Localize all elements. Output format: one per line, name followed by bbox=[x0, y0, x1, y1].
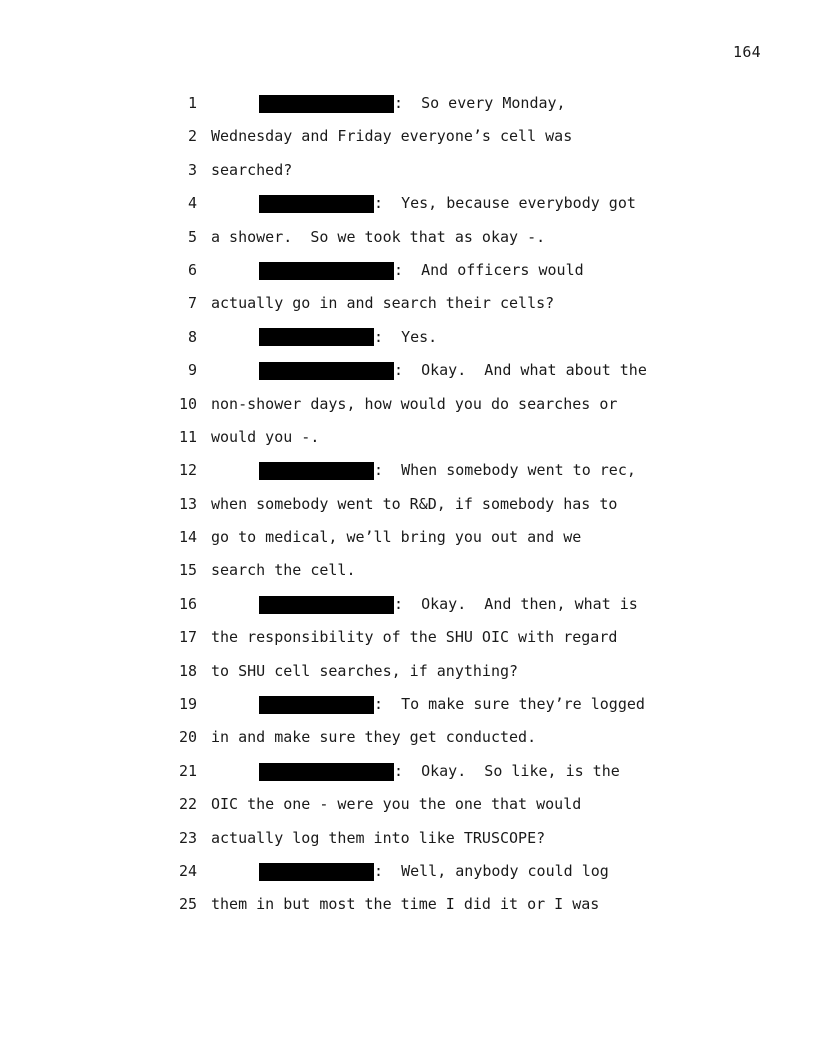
line-content bbox=[259, 855, 609, 888]
transcript-line bbox=[0, 788, 816, 821]
line-number: 3 bbox=[187, 160, 197, 179]
line-content bbox=[211, 154, 292, 187]
transcript-line bbox=[0, 254, 816, 287]
line-content bbox=[259, 588, 638, 621]
transcript-line bbox=[0, 221, 816, 254]
transcript-line bbox=[0, 87, 816, 120]
line-number: 8 bbox=[187, 327, 197, 346]
speaker-statement: : Yes, because everybody got bbox=[374, 194, 636, 213]
line-content bbox=[259, 354, 647, 387]
redacted-speaker-name bbox=[259, 195, 374, 213]
transcript-line bbox=[0, 120, 816, 153]
redacted-speaker-name bbox=[259, 696, 374, 714]
speaker-statement: : And officers would bbox=[394, 260, 584, 279]
transcript-line bbox=[0, 321, 816, 354]
continuation-text: go to medical, we’ll bring you out and we bbox=[211, 528, 582, 547]
transcript-line bbox=[0, 187, 816, 220]
page-number: 164 bbox=[733, 43, 761, 61]
continuation-text: searched? bbox=[211, 160, 293, 179]
line-content bbox=[211, 521, 581, 554]
transcript-line bbox=[0, 755, 816, 788]
line-content bbox=[259, 688, 645, 721]
continuation-text: a shower. So we took that as okay -. bbox=[211, 227, 546, 246]
speaker-statement: : Okay. And then, what is bbox=[394, 594, 638, 613]
transcript-line bbox=[0, 421, 816, 454]
line-number: 23 bbox=[178, 828, 197, 847]
continuation-text: in and make sure they get conducted. bbox=[211, 728, 537, 747]
speaker-statement: : To make sure they’re logged bbox=[374, 695, 645, 714]
transcript-line bbox=[0, 721, 816, 754]
redacted-speaker-name bbox=[259, 462, 374, 480]
line-number: 25 bbox=[178, 895, 197, 914]
continuation-text: them in but most the time I did it or I was bbox=[211, 895, 600, 914]
line-content bbox=[259, 454, 636, 487]
line-content bbox=[211, 655, 518, 688]
transcript-line bbox=[0, 688, 816, 721]
line-number: 16 bbox=[178, 594, 197, 613]
continuation-text: search the cell. bbox=[211, 561, 356, 580]
transcript-line bbox=[0, 388, 816, 421]
line-number: 19 bbox=[178, 695, 197, 714]
continuation-text: actually log them into like TRUSCOPE? bbox=[211, 828, 546, 847]
line-number: 12 bbox=[178, 461, 197, 480]
line-number: 2 bbox=[187, 127, 197, 146]
redacted-speaker-name bbox=[259, 362, 394, 380]
line-content bbox=[211, 488, 617, 521]
line-number: 7 bbox=[187, 294, 197, 313]
continuation-text: the responsibility of the SHU OIC with regard bbox=[211, 628, 618, 647]
transcript-line bbox=[0, 655, 816, 688]
line-number: 18 bbox=[178, 661, 197, 680]
line-number: 24 bbox=[178, 861, 197, 880]
line-number: 9 bbox=[187, 361, 197, 380]
continuation-text: Wednesday and Friday everyone’s cell was bbox=[211, 127, 573, 146]
transcript-line bbox=[0, 621, 816, 654]
line-content bbox=[211, 287, 554, 320]
transcript-line bbox=[0, 554, 816, 587]
continuation-text: when somebody went to R&D, if somebody has to bbox=[211, 494, 618, 513]
transcript-body bbox=[0, 87, 816, 922]
speaker-statement: : Well, anybody could log bbox=[374, 861, 609, 880]
speaker-statement: : When somebody went to rec, bbox=[374, 461, 636, 480]
transcript-line bbox=[0, 287, 816, 320]
transcript-line bbox=[0, 488, 816, 521]
line-number: 15 bbox=[178, 561, 197, 580]
line-content bbox=[211, 388, 617, 421]
line-number: 6 bbox=[187, 260, 197, 279]
transcript-line bbox=[0, 588, 816, 621]
continuation-text: non-shower days, how would you do searches or bbox=[211, 394, 618, 413]
line-content bbox=[259, 187, 636, 220]
transcript-line bbox=[0, 822, 816, 855]
redacted-speaker-name bbox=[259, 95, 394, 113]
continuation-text: would you -. bbox=[211, 427, 320, 446]
speaker-statement: : Yes. bbox=[374, 327, 438, 346]
line-content bbox=[211, 721, 536, 754]
redacted-speaker-name bbox=[259, 763, 394, 781]
line-number: 17 bbox=[178, 628, 197, 647]
line-number: 14 bbox=[178, 528, 197, 547]
speaker-statement: : So every Monday, bbox=[394, 94, 566, 112]
line-number: 4 bbox=[187, 194, 197, 213]
redacted-speaker-name bbox=[259, 863, 374, 881]
transcript-line bbox=[0, 154, 816, 187]
transcript-line bbox=[0, 855, 816, 888]
line-number: 21 bbox=[178, 761, 197, 780]
line-content bbox=[211, 621, 617, 654]
line-content bbox=[211, 221, 545, 254]
continuation-text: actually go in and search their cells? bbox=[211, 294, 555, 313]
line-content bbox=[211, 822, 545, 855]
line-content bbox=[211, 120, 572, 153]
line-content bbox=[211, 554, 356, 587]
line-number: 20 bbox=[178, 728, 197, 747]
line-number: 22 bbox=[178, 795, 197, 814]
line-content bbox=[259, 254, 584, 287]
redacted-speaker-name bbox=[259, 262, 394, 280]
line-content bbox=[259, 755, 620, 788]
line-content bbox=[259, 87, 566, 120]
redacted-speaker-name bbox=[259, 328, 374, 346]
line-number: 5 bbox=[187, 227, 197, 246]
continuation-text: to SHU cell searches, if anything? bbox=[211, 661, 519, 680]
speaker-statement: : Okay. So like, is the bbox=[394, 761, 620, 780]
transcript-line bbox=[0, 521, 816, 554]
transcript-line bbox=[0, 354, 816, 387]
line-number: 11 bbox=[178, 427, 197, 446]
line-number: 1 bbox=[187, 94, 197, 112]
line-content bbox=[211, 788, 581, 821]
speaker-statement: : Okay. And what about the bbox=[394, 361, 647, 380]
line-number: 10 bbox=[178, 394, 197, 413]
transcript-line bbox=[0, 454, 816, 487]
line-number: 13 bbox=[178, 494, 197, 513]
line-content bbox=[211, 888, 599, 921]
line-content bbox=[259, 321, 437, 354]
continuation-text: OIC the one - were you the one that would bbox=[211, 795, 582, 814]
transcript-line bbox=[0, 888, 816, 921]
line-content bbox=[211, 421, 319, 454]
redacted-speaker-name bbox=[259, 596, 394, 614]
